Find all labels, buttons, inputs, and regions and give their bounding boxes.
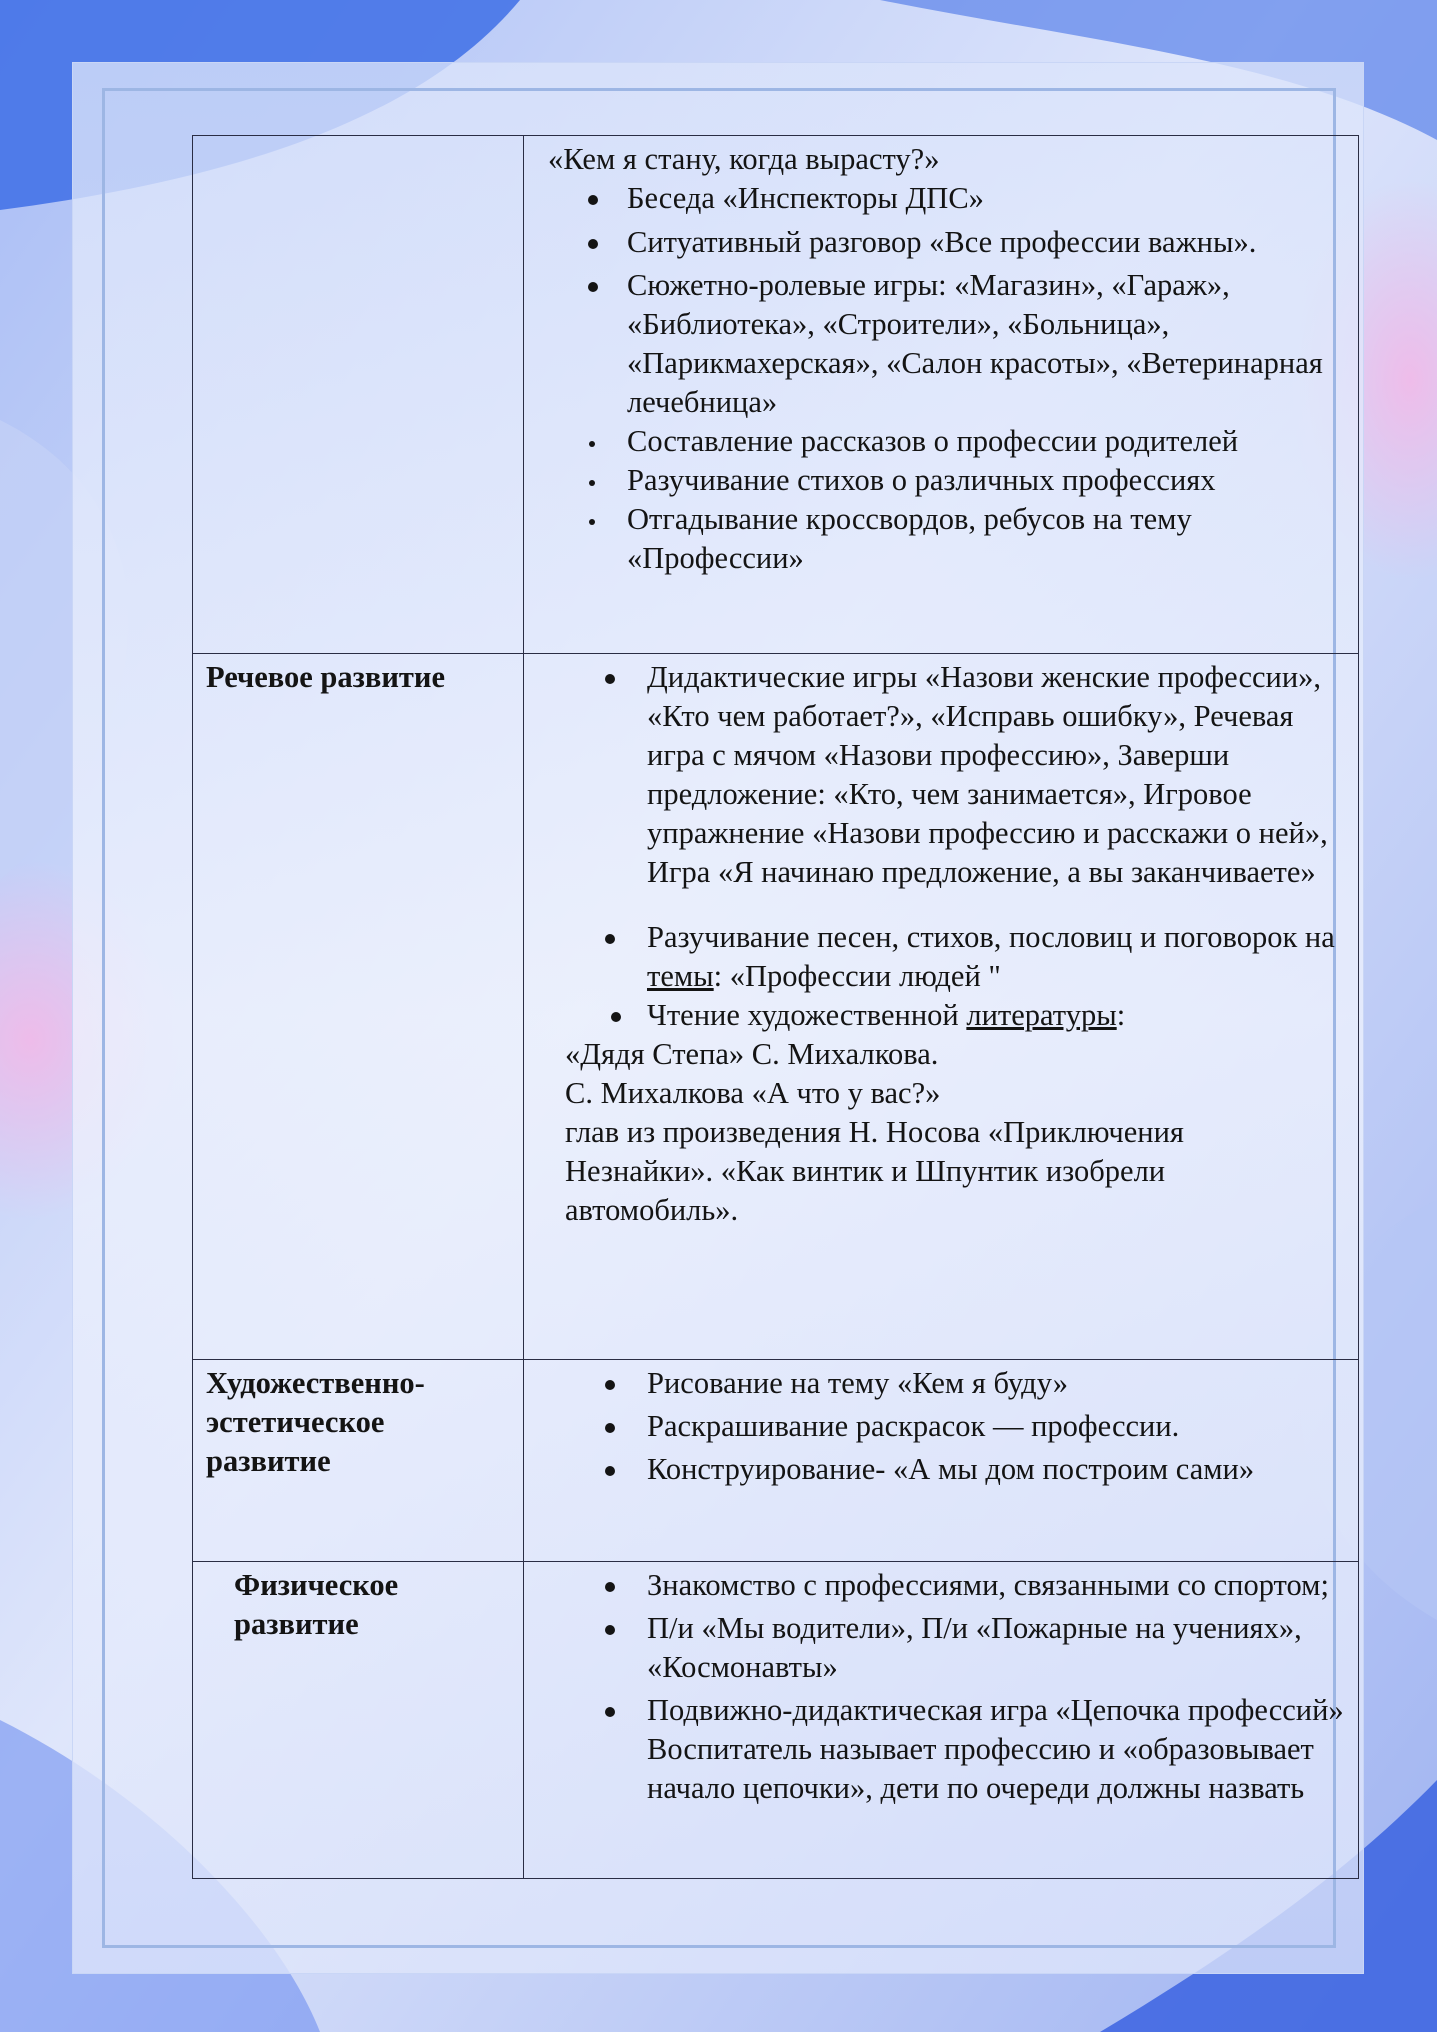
activities-cell <box>524 654 1359 1360</box>
list-item: Составление рассказов о профессии родителей <box>548 422 1350 461</box>
bullet-icon <box>605 1423 615 1433</box>
hyperlink[interactable]: темы <box>647 959 714 993</box>
bullet-icon <box>589 441 595 447</box>
bullet-icon <box>605 1707 615 1717</box>
bullet-icon <box>588 195 598 205</box>
list-item: Отгадывание кроссвордов, ребусов на тему «Профессии» <box>548 500 1350 578</box>
activities-list <box>548 179 1350 578</box>
bullet-icon <box>605 1625 615 1635</box>
area-header <box>193 136 523 140</box>
list-item: Разучивание стихов о различных профессиях <box>548 461 1350 500</box>
list-item: Рисование на тему «Кем я буду» <box>565 1364 1350 1403</box>
activities-list <box>565 1364 1350 1489</box>
list-item: Конструирование- «А мы дом построим сами» <box>565 1450 1350 1489</box>
list-item: Раскрашивание раскрасок — профессии. <box>565 1407 1350 1446</box>
list-item: Сюжетно-ролевые игры: «Магазин», «Гараж», «Библиотека», «Строители», «Больница», «Парикмахерская», «Салон красоты», «Ветеринарная лечебница» <box>548 266 1350 422</box>
text-line: С. Михалкова «А что у вас?» <box>565 1076 941 1110</box>
bullet-icon <box>589 480 595 486</box>
table-row <box>193 1562 1359 1879</box>
bullet-icon <box>605 1466 615 1476</box>
activities-table <box>192 135 1359 1879</box>
area-cell <box>193 1562 524 1879</box>
list-item: Подвижно-дидактическая игра «Цепочка профессий» Воспитатель называет профессию и «образовывает начало цепочки», дети по очереди должны назвать <box>565 1691 1350 1808</box>
list-item: Знакомство с профессиями, связанными со спортом; <box>565 1566 1350 1605</box>
list-item: Дидактические игры «Назови женские профессии», «Кто чем работает?», «Исправь ошибку», Речевая игра с мячом «Назови профессию», Заверши предложение: «Кто, чем занимается», Игровое упражнение «Назови профессию и расскажи о ней», Игра «Я начинаю предложение, а вы заканчиваете» <box>565 658 1350 892</box>
bullet-icon <box>588 239 598 249</box>
list-item: Чтение художественной литературы: <box>565 996 1350 1035</box>
bullet-icon <box>605 1582 615 1592</box>
table-row <box>193 654 1359 1360</box>
bullet-icon <box>605 1380 615 1390</box>
activities-cell <box>524 136 1359 654</box>
list-item: Разучивание песен, стихов, пословиц и поговорок на темы: «Профессии людей " <box>565 918 1350 996</box>
activities-cell <box>524 1562 1359 1879</box>
area-cell <box>193 1360 524 1562</box>
list-item: П/и «Мы водители», П/и «Пожарные на учениях», «Космонавты» <box>565 1609 1350 1687</box>
activities-cell <box>524 1360 1359 1562</box>
list-item: Беседа «Инспекторы ДПС» <box>548 179 1350 218</box>
area-header: Физическое развитие <box>234 1568 399 1641</box>
activities-list <box>565 658 1350 1035</box>
bullet-icon <box>589 519 595 525</box>
hyperlink[interactable]: литературы <box>966 998 1117 1032</box>
table-row <box>193 1360 1359 1562</box>
text-line: «Дядя Степа» С. Михалкова. <box>565 1037 939 1071</box>
area-header: Речевое развитие <box>206 660 446 694</box>
bullet-icon <box>605 934 615 944</box>
area-cell <box>193 136 524 654</box>
area-cell <box>193 654 524 1360</box>
activities-list <box>565 1566 1350 1808</box>
text-line: глав из произведения Н. Носова «Приключения Незнайки». «Как винтик и Шпунтик изобрели автомобиль». <box>565 1115 1184 1227</box>
area-header: Художественно- эстетическое развитие <box>206 1366 425 1478</box>
lead-line: «Кем я стану, когда вырасту?» <box>548 142 940 176</box>
bullet-icon <box>611 1012 621 1022</box>
bullet-icon <box>605 674 615 684</box>
list-item: Ситуативный разговор «Все профессии важны». <box>548 223 1350 262</box>
bullet-icon <box>588 282 598 292</box>
table-row <box>193 136 1359 654</box>
